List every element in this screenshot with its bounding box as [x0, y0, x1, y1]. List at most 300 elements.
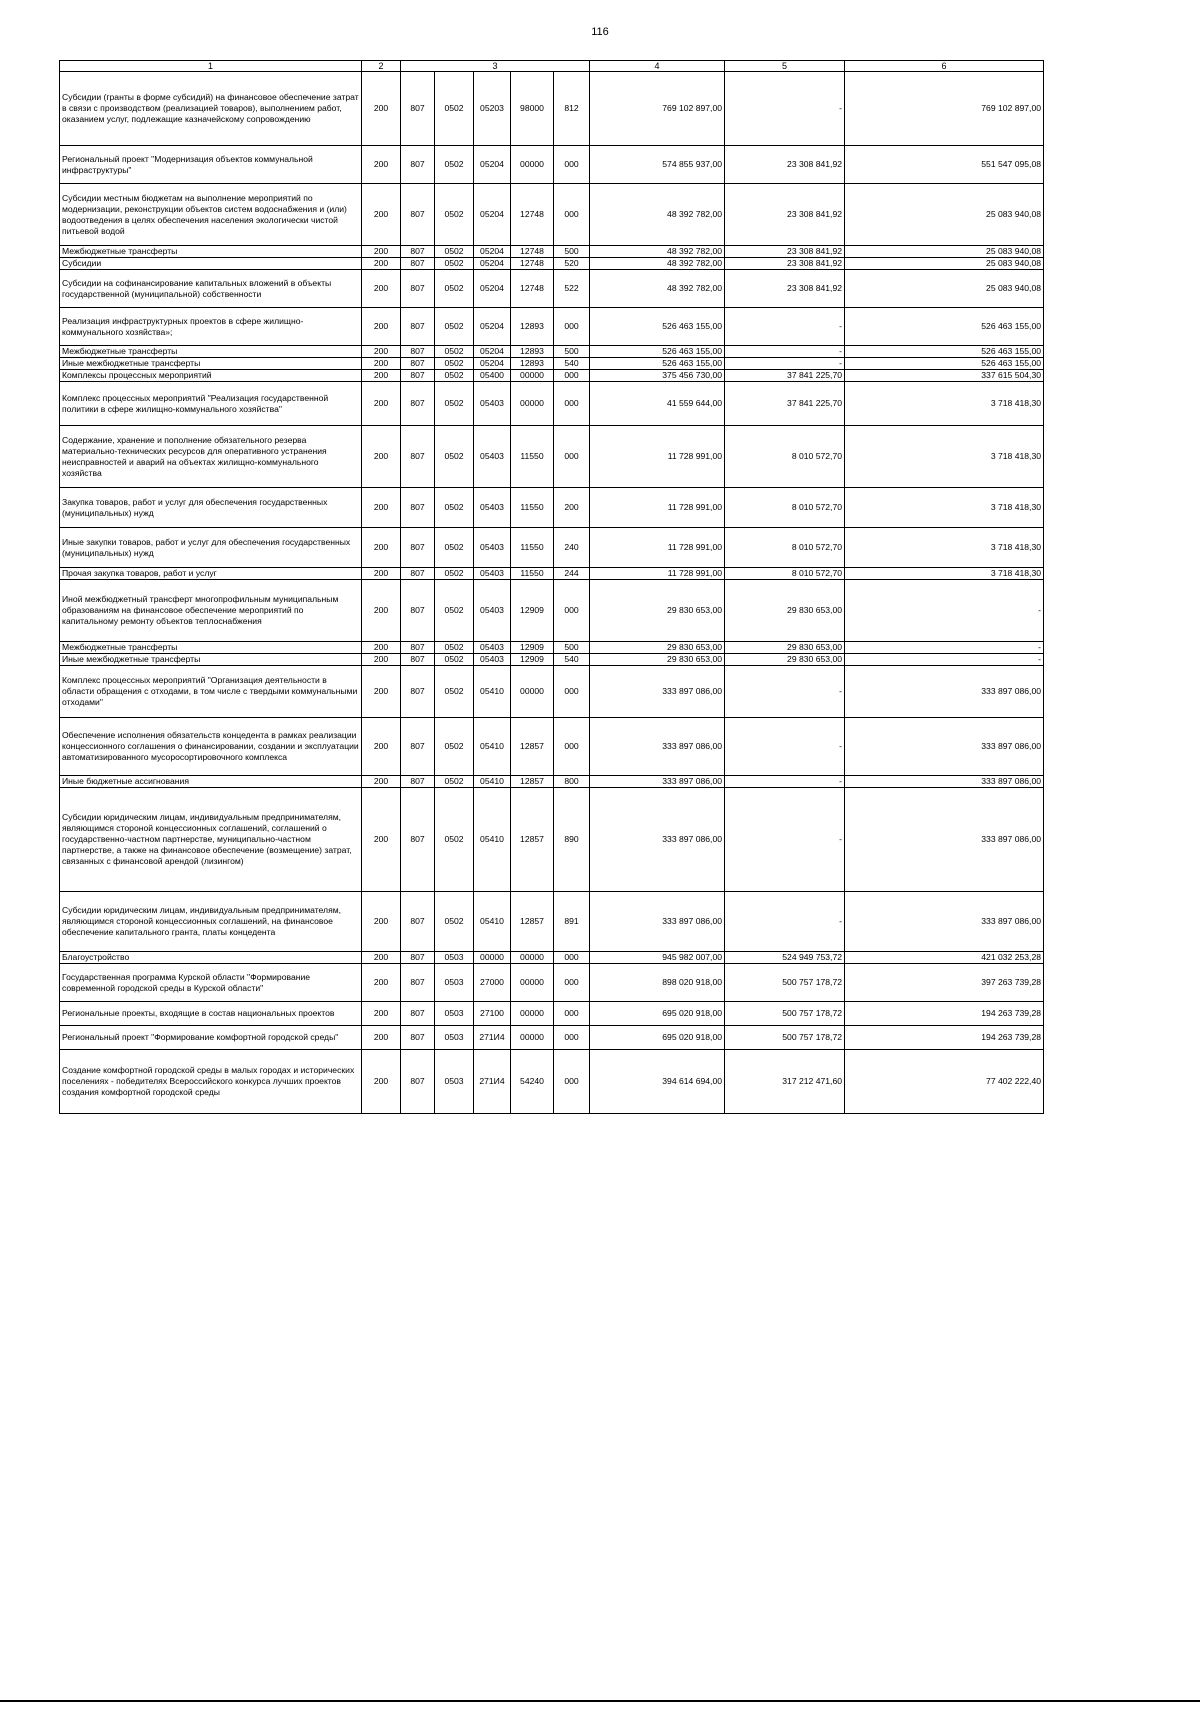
cell-code-1: 807 [401, 308, 435, 346]
cell-grbs: 200 [362, 528, 401, 568]
cell-code-2: 0502 [435, 654, 474, 666]
cell-value-4: 11 728 991,00 [590, 488, 725, 528]
cell-value-6: 3 718 418,30 [845, 528, 1044, 568]
table-header-row [60, 61, 1044, 72]
cell-code-2: 0502 [435, 246, 474, 258]
cell-value-5: 524 949 753,72 [725, 952, 845, 964]
cell-value-6: 25 083 940,08 [845, 258, 1044, 270]
cell-code-3: 05403 [474, 426, 511, 488]
cell-code-4: 98000 [511, 72, 554, 146]
cell-value-4: 394 614 694,00 [590, 1050, 725, 1114]
cell-value-4: 29 830 653,00 [590, 580, 725, 642]
cell-grbs: 200 [362, 426, 401, 488]
cell-code-3: 05204 [474, 270, 511, 308]
cell-code-1: 807 [401, 382, 435, 426]
cell-description: Субсидии на софинансирование капитальных вложений в объекты государственной (муниципальной) собственности [60, 270, 362, 308]
cell-code-5: 891 [554, 892, 590, 952]
cell-value-6: 333 897 086,00 [845, 892, 1044, 952]
cell-value-5: - [725, 788, 845, 892]
cell-code-3: 05410 [474, 718, 511, 776]
cell-code-1: 807 [401, 488, 435, 528]
cell-code-4: 00000 [511, 146, 554, 184]
table-row [60, 1002, 1044, 1026]
cell-code-1: 807 [401, 892, 435, 952]
cell-code-3: 05203 [474, 72, 511, 146]
cell-code-5: 522 [554, 270, 590, 308]
cell-value-5: 29 830 653,00 [725, 642, 845, 654]
cell-code-4: 12748 [511, 270, 554, 308]
cell-description: Региональные проекты, входящие в состав национальных проектов [60, 1002, 362, 1026]
cell-code-4: 00000 [511, 952, 554, 964]
cell-code-1: 807 [401, 718, 435, 776]
cell-grbs: 200 [362, 776, 401, 788]
cell-value-4: 29 830 653,00 [590, 654, 725, 666]
cell-code-1: 807 [401, 72, 435, 146]
cell-code-3: 05403 [474, 580, 511, 642]
cell-code-5: 500 [554, 246, 590, 258]
cell-code-2: 0502 [435, 146, 474, 184]
cell-description: Региональный проект "Модернизация объектов коммунальной инфраструктуры" [60, 146, 362, 184]
cell-value-5: - [725, 892, 845, 952]
cell-value-4: 769 102 897,00 [590, 72, 725, 146]
cell-value-6: 77 402 222,40 [845, 1050, 1044, 1114]
table-row [60, 718, 1044, 776]
cell-code-2: 0503 [435, 964, 474, 1002]
cell-code-4: 11550 [511, 488, 554, 528]
table-row [60, 952, 1044, 964]
cell-value-5: 8 010 572,70 [725, 488, 845, 528]
cell-code-5: 000 [554, 718, 590, 776]
cell-value-4: 333 897 086,00 [590, 666, 725, 718]
cell-code-1: 807 [401, 666, 435, 718]
cell-code-5: 000 [554, 1002, 590, 1026]
cell-grbs: 200 [362, 568, 401, 580]
cell-code-3: 05204 [474, 246, 511, 258]
cell-description: Прочая закупка товаров, работ и услуг [60, 568, 362, 580]
cell-value-5: - [725, 666, 845, 718]
cell-grbs: 200 [362, 952, 401, 964]
cell-code-4: 12857 [511, 776, 554, 788]
cell-description: Иные межбюджетные трансферты [60, 358, 362, 370]
cell-value-6: - [845, 580, 1044, 642]
cell-value-5: 23 308 841,92 [725, 258, 845, 270]
cell-grbs: 200 [362, 1050, 401, 1114]
cell-grbs: 200 [362, 258, 401, 270]
cell-description: Субсидии (гранты в форме субсидий) на финансовое обеспечение затрат в связи с производством (реализацией товаров), выполнением работ, оказанием услуг, подлежащие казначейскому сопровождению [60, 72, 362, 146]
cell-description: Содержание, хранение и пополнение обязательного резерва материально-технических ресурсов для оперативного устранения неисправностей и аварий на объектах жилищно-коммунального хозяйства [60, 426, 362, 488]
budget-table-sheet [59, 60, 1044, 1114]
cell-grbs: 200 [362, 1002, 401, 1026]
cell-code-4: 00000 [511, 382, 554, 426]
cell-value-4: 48 392 782,00 [590, 270, 725, 308]
cell-description: Иные бюджетные ассигнования [60, 776, 362, 788]
cell-grbs: 200 [362, 580, 401, 642]
cell-value-6: 194 263 739,28 [845, 1002, 1044, 1026]
cell-description: Региональный проект "Формирование комфортной городской среды" [60, 1026, 362, 1050]
cell-value-6: 526 463 155,00 [845, 358, 1044, 370]
cell-code-3: 271И4 [474, 1026, 511, 1050]
cell-value-4: 48 392 782,00 [590, 184, 725, 246]
cell-code-2: 0503 [435, 1002, 474, 1026]
cell-value-4: 11 728 991,00 [590, 426, 725, 488]
table-row [60, 580, 1044, 642]
cell-code-1: 807 [401, 270, 435, 308]
cell-code-1: 807 [401, 346, 435, 358]
cell-grbs: 200 [362, 370, 401, 382]
cell-value-4: 11 728 991,00 [590, 528, 725, 568]
table-row [60, 370, 1044, 382]
cell-code-3: 05403 [474, 488, 511, 528]
cell-code-3: 05204 [474, 358, 511, 370]
cell-value-6: 3 718 418,30 [845, 568, 1044, 580]
cell-code-2: 0502 [435, 568, 474, 580]
cell-code-3: 05403 [474, 642, 511, 654]
cell-code-2: 0502 [435, 892, 474, 952]
cell-code-3: 271И4 [474, 1050, 511, 1114]
cell-code-4: 11550 [511, 568, 554, 580]
cell-value-5: 23 308 841,92 [725, 270, 845, 308]
cell-description: Иные закупки товаров, работ и услуг для обеспечения государственных (муниципальных) нужд [60, 528, 362, 568]
cell-value-5: 500 757 178,72 [725, 1026, 845, 1050]
cell-value-5: 8 010 572,70 [725, 528, 845, 568]
cell-value-4: 333 897 086,00 [590, 776, 725, 788]
table-row [60, 258, 1044, 270]
cell-value-4: 695 020 918,00 [590, 1026, 725, 1050]
cell-code-3: 05403 [474, 568, 511, 580]
cell-value-6: 337 615 504,30 [845, 370, 1044, 382]
cell-value-4: 333 897 086,00 [590, 788, 725, 892]
cell-code-3: 05204 [474, 146, 511, 184]
cell-code-1: 807 [401, 952, 435, 964]
cell-value-4: 375 456 730,00 [590, 370, 725, 382]
cell-code-1: 807 [401, 246, 435, 258]
cell-code-4: 12893 [511, 346, 554, 358]
cell-code-1: 807 [401, 528, 435, 568]
table-row [60, 528, 1044, 568]
cell-code-3: 05204 [474, 258, 511, 270]
cell-description: Комплексы процессных мероприятий [60, 370, 362, 382]
cell-code-4: 11550 [511, 528, 554, 568]
table-row [60, 184, 1044, 246]
cell-value-5: - [725, 358, 845, 370]
cell-value-6: 25 083 940,08 [845, 270, 1044, 308]
cell-code-1: 807 [401, 642, 435, 654]
cell-value-6: 3 718 418,30 [845, 426, 1044, 488]
cell-code-2: 0502 [435, 580, 474, 642]
cell-code-1: 807 [401, 426, 435, 488]
cell-value-5: 500 757 178,72 [725, 1002, 845, 1026]
table-row [60, 346, 1044, 358]
cell-code-1: 807 [401, 568, 435, 580]
cell-code-2: 0502 [435, 488, 474, 528]
cell-value-5: - [725, 72, 845, 146]
cell-code-1: 807 [401, 184, 435, 246]
cell-code-2: 0502 [435, 528, 474, 568]
bottom-rule [0, 1700, 1200, 1702]
cell-value-6: 526 463 155,00 [845, 308, 1044, 346]
cell-grbs: 200 [362, 788, 401, 892]
cell-code-4: 00000 [511, 1026, 554, 1050]
cell-description: Закупка товаров, работ и услуг для обеспечения государственных (муниципальных) нужд [60, 488, 362, 528]
cell-code-2: 0502 [435, 270, 474, 308]
cell-value-6: 526 463 155,00 [845, 346, 1044, 358]
cell-code-4: 11550 [511, 426, 554, 488]
cell-value-5: 23 308 841,92 [725, 146, 845, 184]
cell-grbs: 200 [362, 246, 401, 258]
header-col-4: 4 [590, 61, 725, 72]
cell-grbs: 200 [362, 642, 401, 654]
cell-code-5: 000 [554, 964, 590, 1002]
table-row [60, 270, 1044, 308]
cell-code-5: 000 [554, 580, 590, 642]
cell-grbs: 200 [362, 382, 401, 426]
cell-code-3: 05403 [474, 654, 511, 666]
cell-grbs: 200 [362, 184, 401, 246]
table-row [60, 892, 1044, 952]
cell-grbs: 200 [362, 146, 401, 184]
cell-value-4: 11 728 991,00 [590, 568, 725, 580]
cell-code-4: 12893 [511, 308, 554, 346]
cell-code-4: 12857 [511, 788, 554, 892]
cell-grbs: 200 [362, 1026, 401, 1050]
cell-code-1: 807 [401, 1002, 435, 1026]
cell-description: Государственная программа Курской области "Формирование современной городской среды в Курской области" [60, 964, 362, 1002]
cell-code-5: 500 [554, 642, 590, 654]
table-row [60, 1050, 1044, 1114]
cell-code-4: 12748 [511, 184, 554, 246]
cell-description: Межбюджетные трансферты [60, 642, 362, 654]
cell-description: Обеспечение исполнения обязательств концедента в рамках реализации концессионного соглашения о финансировании, создании и эксплуатации автоматизированного мусоросортировочного комплекса [60, 718, 362, 776]
cell-value-5: - [725, 718, 845, 776]
header-col-3: 3 [401, 61, 590, 72]
cell-value-5: 37 841 225,70 [725, 370, 845, 382]
cell-grbs: 200 [362, 654, 401, 666]
cell-code-4: 00000 [511, 964, 554, 1002]
table-row [60, 308, 1044, 346]
cell-value-6: - [845, 654, 1044, 666]
cell-code-1: 807 [401, 358, 435, 370]
cell-grbs: 200 [362, 270, 401, 308]
cell-value-5: - [725, 346, 845, 358]
cell-code-3: 27000 [474, 964, 511, 1002]
cell-code-2: 0502 [435, 358, 474, 370]
cell-code-5: 000 [554, 308, 590, 346]
cell-code-2: 0502 [435, 346, 474, 358]
cell-code-5: 500 [554, 346, 590, 358]
cell-code-4: 00000 [511, 666, 554, 718]
cell-code-1: 807 [401, 258, 435, 270]
cell-value-4: 898 020 918,00 [590, 964, 725, 1002]
table-row [60, 146, 1044, 184]
cell-code-3: 27100 [474, 1002, 511, 1026]
cell-value-6: 333 897 086,00 [845, 718, 1044, 776]
table-row [60, 788, 1044, 892]
cell-code-1: 807 [401, 1050, 435, 1114]
cell-code-1: 807 [401, 146, 435, 184]
cell-value-5: 317 212 471,60 [725, 1050, 845, 1114]
cell-value-4: 333 897 086,00 [590, 892, 725, 952]
table-row [60, 382, 1044, 426]
cell-code-5: 812 [554, 72, 590, 146]
cell-code-4: 12748 [511, 246, 554, 258]
cell-code-1: 807 [401, 654, 435, 666]
cell-code-3: 05403 [474, 528, 511, 568]
table-row [60, 666, 1044, 718]
header-col-1: 1 [60, 61, 362, 72]
cell-value-4: 41 559 644,00 [590, 382, 725, 426]
cell-code-2: 0502 [435, 308, 474, 346]
cell-grbs: 200 [362, 72, 401, 146]
cell-description: Субсидии юридическим лицам, индивидуальным предпринимателям, являющимся стороной концессионных соглашений, соглашений о государственно-частном партнерстве, муниципально-частном партнерстве, а также на финансовое обеспечение (возмещение) затрат, связанных с финансовой арендой (лизингом) [60, 788, 362, 892]
cell-code-2: 0502 [435, 788, 474, 892]
table-row [60, 1026, 1044, 1050]
cell-code-5: 000 [554, 382, 590, 426]
cell-code-4: 12857 [511, 892, 554, 952]
cell-value-6: 194 263 739,28 [845, 1026, 1044, 1050]
cell-code-3: 00000 [474, 952, 511, 964]
cell-code-4: 54240 [511, 1050, 554, 1114]
cell-grbs: 200 [362, 346, 401, 358]
cell-value-4: 526 463 155,00 [590, 358, 725, 370]
cell-grbs: 200 [362, 488, 401, 528]
cell-value-4: 526 463 155,00 [590, 308, 725, 346]
cell-description: Благоустройство [60, 952, 362, 964]
table-row [60, 776, 1044, 788]
cell-description: Иные межбюджетные трансферты [60, 654, 362, 666]
cell-value-6: 3 718 418,30 [845, 382, 1044, 426]
cell-code-5: 540 [554, 358, 590, 370]
cell-value-4: 945 982 007,00 [590, 952, 725, 964]
cell-value-6: 421 032 253,28 [845, 952, 1044, 964]
cell-code-3: 05410 [474, 776, 511, 788]
cell-code-5: 000 [554, 1026, 590, 1050]
cell-description: Комплекс процессных мероприятий "Организация деятельности в области обращения с отходами, в том числе с твердыми коммунальными отходами" [60, 666, 362, 718]
cell-code-2: 0502 [435, 382, 474, 426]
cell-description: Субсидии местным бюджетам на выполнение мероприятий по модернизации, реконструкции объектов систем водоснабжения и (или) водоотведения в целях обеспечения населения экологически чистой питьевой водой [60, 184, 362, 246]
cell-code-2: 0503 [435, 1026, 474, 1050]
cell-code-3: 05204 [474, 308, 511, 346]
cell-code-5: 244 [554, 568, 590, 580]
cell-code-1: 807 [401, 788, 435, 892]
header-col-6: 6 [845, 61, 1044, 72]
cell-grbs: 200 [362, 666, 401, 718]
cell-grbs: 200 [362, 718, 401, 776]
cell-code-4: 00000 [511, 370, 554, 382]
cell-value-6: 397 263 739,28 [845, 964, 1044, 1002]
cell-value-5: 8 010 572,70 [725, 426, 845, 488]
cell-grbs: 200 [362, 892, 401, 952]
cell-code-4: 12909 [511, 654, 554, 666]
cell-value-6: 25 083 940,08 [845, 246, 1044, 258]
cell-code-1: 807 [401, 1026, 435, 1050]
cell-code-5: 000 [554, 426, 590, 488]
cell-value-5: 29 830 653,00 [725, 654, 845, 666]
cell-code-1: 807 [401, 964, 435, 1002]
cell-value-4: 574 855 937,00 [590, 146, 725, 184]
cell-value-5: - [725, 776, 845, 788]
header-col-2: 2 [362, 61, 401, 72]
table-row [60, 568, 1044, 580]
cell-code-5: 520 [554, 258, 590, 270]
cell-value-6: 333 897 086,00 [845, 776, 1044, 788]
table-row [60, 488, 1044, 528]
table-row [60, 426, 1044, 488]
cell-description: Комплекс процессных мероприятий "Реализация государственной политики в сфере жилищно-коммунального хозяйства" [60, 382, 362, 426]
cell-description: Иной межбюджетный трансферт многопрофильным муниципальным образованиям на финансовое обеспечение мероприятий по капитальному ремонту объектов теплоснабжения [60, 580, 362, 642]
cell-code-5: 890 [554, 788, 590, 892]
cell-value-4: 48 392 782,00 [590, 246, 725, 258]
table-row [60, 642, 1044, 654]
cell-code-5: 000 [554, 146, 590, 184]
cell-code-2: 0502 [435, 718, 474, 776]
table-row [60, 72, 1044, 146]
cell-code-3: 05400 [474, 370, 511, 382]
cell-code-1: 807 [401, 370, 435, 382]
cell-code-3: 05410 [474, 892, 511, 952]
cell-value-4: 48 392 782,00 [590, 258, 725, 270]
cell-code-3: 05410 [474, 788, 511, 892]
cell-code-1: 807 [401, 776, 435, 788]
cell-value-6: - [845, 642, 1044, 654]
cell-value-6: 769 102 897,00 [845, 72, 1044, 146]
cell-value-5: 37 841 225,70 [725, 382, 845, 426]
cell-code-2: 0502 [435, 258, 474, 270]
cell-code-2: 0503 [435, 1050, 474, 1114]
table-row [60, 358, 1044, 370]
cell-code-3: 05204 [474, 184, 511, 246]
cell-code-2: 0502 [435, 426, 474, 488]
cell-code-3: 05403 [474, 382, 511, 426]
cell-value-4: 333 897 086,00 [590, 718, 725, 776]
cell-value-5: 23 308 841,92 [725, 184, 845, 246]
cell-value-5: - [725, 308, 845, 346]
cell-code-4: 12909 [511, 642, 554, 654]
cell-value-6: 551 547 095,08 [845, 146, 1044, 184]
cell-code-5: 000 [554, 952, 590, 964]
cell-code-4: 00000 [511, 1002, 554, 1026]
cell-grbs: 200 [362, 964, 401, 1002]
cell-code-5: 000 [554, 1050, 590, 1114]
table-row [60, 964, 1044, 1002]
cell-code-4: 12893 [511, 358, 554, 370]
cell-code-4: 12857 [511, 718, 554, 776]
table-row [60, 654, 1044, 666]
cell-value-5: 500 757 178,72 [725, 964, 845, 1002]
cell-code-2: 0502 [435, 642, 474, 654]
budget-table [59, 60, 1044, 1114]
cell-code-2: 0502 [435, 184, 474, 246]
cell-value-5: 29 830 653,00 [725, 580, 845, 642]
cell-description: Реализация инфраструктурных проектов в сфере жилищно-коммунального хозяйства»; [60, 308, 362, 346]
cell-code-2: 0502 [435, 72, 474, 146]
cell-value-5: 23 308 841,92 [725, 246, 845, 258]
cell-description: Субсидии юридическим лицам, индивидуальным предпринимателям, являющимся стороной концессионных соглашений, на финансовое обеспечение капитального гранта, платы концедента [60, 892, 362, 952]
cell-code-2: 0502 [435, 370, 474, 382]
cell-description: Создание комфортной городской среды в малых городах и исторических поселениях - победителях Всероссийского конкурса лучших проектов создания комфортной городской среды [60, 1050, 362, 1114]
cell-value-4: 695 020 918,00 [590, 1002, 725, 1026]
cell-description: Субсидии [60, 258, 362, 270]
cell-grbs: 200 [362, 308, 401, 346]
table-row [60, 246, 1044, 258]
cell-code-5: 800 [554, 776, 590, 788]
cell-description: Межбюджетные трансферты [60, 346, 362, 358]
cell-description: Межбюджетные трансферты [60, 246, 362, 258]
cell-code-5: 200 [554, 488, 590, 528]
cell-value-5: 8 010 572,70 [725, 568, 845, 580]
cell-grbs: 200 [362, 358, 401, 370]
cell-code-5: 000 [554, 666, 590, 718]
cell-code-3: 05410 [474, 666, 511, 718]
